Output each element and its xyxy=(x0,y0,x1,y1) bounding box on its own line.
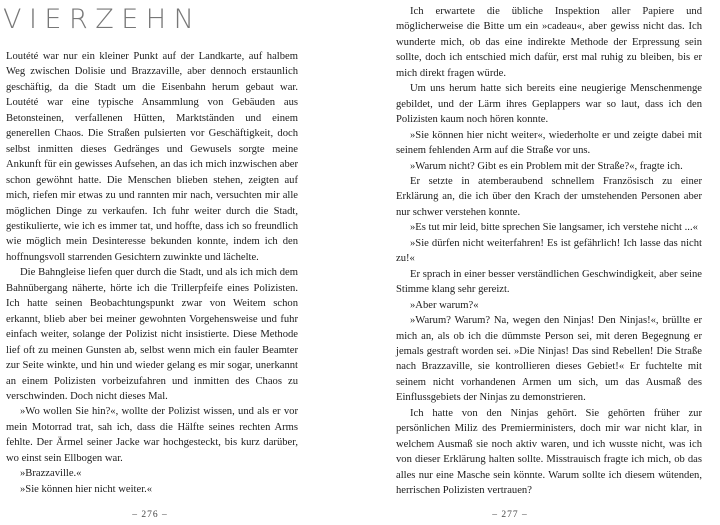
paragraph: »Sie können hier nicht weiter«, wiederholte er und zeigte dabei mit seinem fehlenden Arm auf die Straße vor uns. xyxy=(396,129,702,157)
paragraph: »Sie dürfen nicht weiterfahren! Es ist gefährlich! Ich lasse das nicht zu!« xyxy=(396,237,702,265)
chapter-title: VIERZEHN xyxy=(3,4,202,35)
page-number: – 276 – xyxy=(132,510,168,520)
paragraph: Er sprach in einer besser verständlichen Geschwindigkeit, aber seine Stimme klang sehr gereizt. xyxy=(396,268,702,296)
paragraph: »Es tut mir leid, bitte sprechen Sie langsamer, ich verstehe nicht ...« xyxy=(410,222,698,234)
paragraph: »Sie können hier nicht weiter.« xyxy=(20,483,153,495)
paragraph: »Wo wollen Sie hin?«, wollte der Polizist wissen, und als er vor mein Motorrad trat, sah ich, dass die Hälfte seines rechten Arms fehlte. Der Ärmel seiner Jacke war hochgesteckt, bis kurz darüber, wo einst sein Ellbogen war. xyxy=(6,406,298,464)
right-page-text xyxy=(396,4,702,499)
paragraph: »Brazzaville.« xyxy=(20,468,82,480)
paragraph: Loutété war nur ein kleiner Punkt auf der Landkarte, auf halbem Weg zwischen Dolisie und Brazzaville, aber dennoch erstaunlich geschäftig, da die Stadt um die Eisenbahn herum gebaut war. Loutété war eine typische Ansammlung von Gebäuden aus Betonsteinen, verfallenen Hütten, Marktständen und einem generellen Chaos. Die Straßen pulsierten vor Geschäftigkeit, doch selbst inmitten dieses Gedränges und Gewusels sorgte meine Ankunft für ein gewisses Aufsehen, an das ich mich inzwischen aber schon gewöhnt hatte. Die Menschen blieben stehen, zeigten auf mich, riefen mir etwas zu und rannten mir nach, versuchten mir alle möglichen Dinge zu verkaufen. Ich fuhr weiter durch die Stadt, gestikulierte, wie ich es immer tat, und hoffte, dass ich so freundlich wie möglich mein Desinteresse bekunden konnte, indem ich den hoffnungsvoll starrenden Gesichtern zuwinkte und lächelte. xyxy=(6,51,298,263)
paragraph: »Warum nicht? Gibt es ein Problem mit der Straße?«, fragte ich. xyxy=(410,160,683,172)
paragraph: Ich hatte von den Ninjas gehört. Sie gehörten früher zur persönlichen Miliz des Premierministers, doch mir war nicht klar, in welchem Ausmaß sie noch aktiv waren, und ich wusste nicht, was ich von dieser Erklärung halten sollte. Misstrauisch fragte ich mich, ob das alles nur eine Masche sein könnte. Warum sollte ich diesem wütenden, herrischen Polizisten vertrauen? xyxy=(396,407,702,497)
paragraph: Die Bahngleise liefen quer durch die Stadt, und als ich mich dem Bahnübergang näherte, hörte ich die Trillerpfeife eines Polizisten. Ich hatte seinen Beobachtungspunkt zwar von Weitem schon erkannt, blieb aber bei meiner gewohnten Vorgehensweise und fuhr einfach weiter, solange der Polizist nicht insistierte. Diese Methode lief oft zu meinen Gunsten ab, selbst wenn mich ein fauler Beamter zur Seite winkte, und hin und wieder gelang es mir sogar, unerkannt an einem Polizisten vorbeizufahren und inmitten des Chaos zu verschwinden. Doch nicht dieses Mal. xyxy=(6,267,298,402)
page-number: – 277 – xyxy=(492,510,528,520)
paragraph: »Warum? Warum? Na, wegen den Ninjas! Den Ninjas!«, brüllte er mich an, als ob ich die dümmste Person sei, mit deren Begegnung er jemals gestraft worden sei. »Die Ninjas! Das sind Rebellen! Die Straße nach Brazzaville, sie kontrollieren dieses Gebiet!« Er fuchtelte mit seinem nicht vorhandenen Armen um sich, um das Ausmaß des Einflussgebiets der Ninjas zu demonstrieren. xyxy=(396,315,702,404)
paragraph: Um uns herum hatte sich bereits eine neugierige Menschenmenge gebildet, und der Lärm ihres Geplappers war so laut, dass ich den Polizisten kaum noch hören konnte. xyxy=(396,83,702,126)
paragraph: Ich erwartete die übliche Inspektion aller Papiere und möglicherweise die Bitte um ein »cadeau«, aber gewiss nicht das. Ich wunderte mich, ob das eine indirekte Methode der Erpressung sein sollte, doch ich entschied mich dafür, erst mal ruhig zu bleiben, bis er mich direkt fragen würde. xyxy=(396,6,702,79)
left-page-text xyxy=(6,49,298,497)
right-page xyxy=(360,0,720,525)
paragraph: »Aber warum?« xyxy=(410,299,479,311)
paragraph: Er setzte in atemberaubend schnellem Französisch zu einer Erklärung an, die ich über den Krach der umstehenden Personen aber nur schwer verstehen konnte. xyxy=(396,175,702,218)
